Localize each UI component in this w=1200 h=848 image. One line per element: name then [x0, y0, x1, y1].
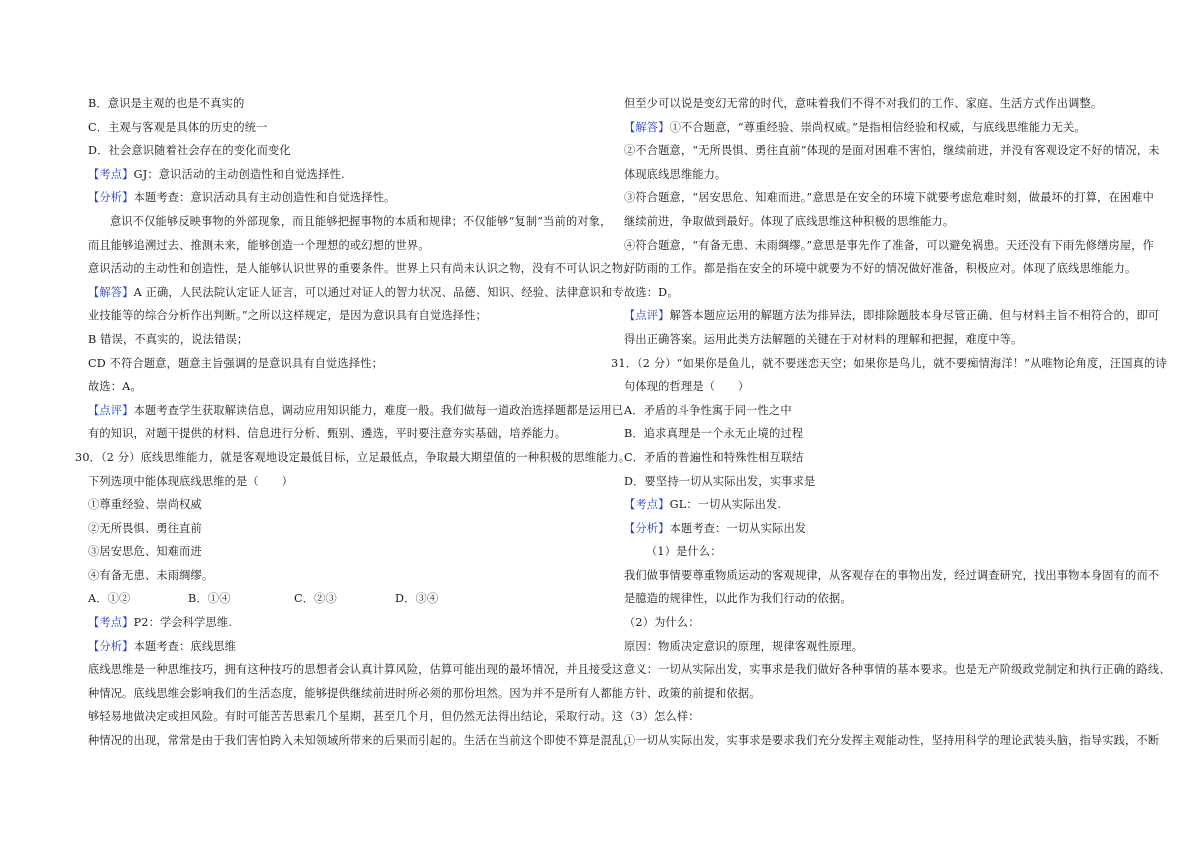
- text-line: [75, 658, 624, 682]
- line-text: 够轻易地做决定或担风险。有时可能苦苦思索几个星期，甚至几个月，但仍然无法得出结论，采取行动。这: [88, 710, 624, 724]
- text-line: [75, 163, 595, 187]
- text-line: [75, 257, 635, 281]
- answer-option: D．③④: [395, 592, 439, 606]
- text-line: [75, 682, 624, 706]
- line-text: 但至少可以说是变幻无常的时代，意味着我们不得不对我们的工作、家庭、生活方式作出调整。: [624, 97, 1103, 110]
- text-line: [75, 635, 595, 659]
- line-text: 种情况。底线思维会影响我们的生活态度，能够提供继续前进时所必须的那份坦然。因为并不是所有人都能: [88, 686, 624, 700]
- line-text: D．社会意识随着社会存在的变化而变化: [88, 144, 291, 158]
- line-text: ③符合题意，“居安思危、知难而进。”意思是在安全的环境下就要考虑危难时刻，做最坏的打算，在困难中: [624, 191, 1155, 205]
- line-text: C．主观与客观是具体的历史的统一: [88, 120, 268, 134]
- line-text: ③居安思危、知难而进: [88, 545, 202, 559]
- line-text: 而且能够追溯过去、推测未来，能够创造一个理想的或幻想的世界。: [88, 238, 430, 252]
- text-line: [75, 705, 624, 729]
- dianping-tag: 【点评】: [624, 309, 670, 323]
- line-text: 意识不仅能够反映事物的外部现象，而且能够把握事物的本质和规律；不仅能够“复制”当前的对象，: [110, 214, 612, 228]
- line-text: 意义：一切从实际出发，实事求是我们做好各种事情的基本要求。也是无产阶级政党制定和执行正确的路线、: [624, 663, 1171, 677]
- text-line: [75, 729, 635, 753]
- line-text: ④符合题意，“有备无患、未雨绸缪。”意思是事先作了准备，可以避免祸患。天还没有下雨先修缮房屋，作: [624, 238, 1155, 252]
- line-text: GL：一切从实际出发.: [669, 498, 782, 512]
- line-text: 意识活动的主动性和创造性，是人能够认识世界的重要条件。世界上只有尚未认识之物，没有不可认识之物。: [88, 262, 635, 276]
- text-line: [611, 186, 1155, 210]
- text-line: [611, 564, 1160, 588]
- line-text: P2：学会科学思维.: [133, 616, 233, 630]
- line-text: GJ：意识活动的主动创造性和自觉选择性.: [133, 167, 345, 181]
- text-line: [611, 352, 1167, 376]
- text-line: [75, 446, 631, 470]
- right-column: [611, 92, 1171, 753]
- line-text: （3）怎么样：: [624, 710, 700, 724]
- kaodian-tag: 【考点】: [624, 498, 670, 512]
- text-line: [75, 493, 595, 517]
- line-text: 31．（2 分）“如果你是鱼儿，就不要迷恋天空；如果你是鸟儿，就不要痴情海洋！”从唯物论角度，汪国真的诗: [611, 356, 1167, 370]
- text-line: [611, 257, 1137, 281]
- text-line: [75, 517, 595, 541]
- line-text: 句体现的哲理是（ ）: [624, 380, 750, 394]
- line-text: 体现底线思维能力。: [624, 167, 727, 181]
- text-line: [611, 375, 1133, 399]
- line-text: 本题考查：底线思维: [133, 639, 237, 653]
- line-text: ①不合题意，“尊重经验、崇尚权威。”是指相信经验和权威，与底线思维能力无关。: [669, 120, 1086, 134]
- text-line: [75, 210, 612, 234]
- line-text: 我们做事情要尊重物质运动的客观规律，从客观存在的事物出发，经过调查研究，找出事物本身固有的而不: [624, 568, 1160, 582]
- text-line: [611, 517, 1133, 541]
- line-text: 好防雨的工作。都是指在安全的环境中就要为不好的情况做好准备，积极应对。体现了底线思维能力。: [624, 262, 1137, 276]
- line-text: ②不合题意，“无所畏惧、勇往直前”体现的是面对困难不害怕，继续前进，并没有客观设定不好的情况，未: [624, 144, 1160, 158]
- line-text: （1）是什么：: [646, 545, 722, 559]
- text-line: [611, 635, 1133, 659]
- line-text: 继续前进，争取做到最好。体现了底线思维这种积极的思维能力。: [624, 214, 955, 228]
- text-line: [611, 92, 1133, 116]
- line-text: ④有备无患、未雨绸缪。: [88, 568, 214, 582]
- line-text: A．矛盾的斗争性寓于同一性之中: [624, 403, 792, 417]
- text-line: [75, 422, 595, 446]
- answer-option: C．②③: [294, 592, 337, 606]
- dianping-tag: 【点评】: [88, 403, 134, 417]
- line-text: 本题考查：意识活动具有主动创造性和自觉选择性。: [133, 191, 396, 205]
- text-line: [75, 234, 595, 258]
- line-text: 本题考查：一切从实际出发: [669, 521, 807, 535]
- text-line: [75, 328, 595, 352]
- line-text: 得出正确答案。运用此类方法解题的关键在于对材料的理解和把握，难度中等。: [624, 332, 1023, 346]
- text-line: [611, 234, 1155, 258]
- line-text: 故选：D。: [624, 285, 679, 299]
- answer-options: [75, 587, 595, 611]
- text-line: [75, 116, 595, 140]
- answer-option: B．①④: [188, 592, 231, 606]
- answer-option: A．①②: [88, 592, 131, 606]
- text-line: [611, 705, 1133, 729]
- text-line: [75, 564, 595, 588]
- text-line: [611, 470, 1133, 494]
- line-text: ①尊重经验、崇尚权威: [88, 498, 202, 512]
- text-line: [611, 210, 1133, 234]
- line-text: 有的知识，对题干提供的材料、信息进行分析、甄别、遴选，平时要注意夯实基础，培养能力。: [88, 427, 567, 441]
- kaodian-tag: 【考点】: [88, 167, 134, 181]
- text-line: [611, 682, 1133, 706]
- fenxi-tag: 【分析】: [88, 639, 134, 653]
- kaodian-tag: 【考点】: [88, 616, 134, 630]
- text-line: [75, 375, 595, 399]
- line-text: 下列选项中能体现底线思维的是（ ）: [88, 474, 293, 488]
- jieda-tag: 【解答】: [624, 120, 670, 134]
- text-line: [611, 328, 1133, 352]
- text-line: [611, 163, 1133, 187]
- line-text: 本题考查学生获取解读信息，调动应用知识能力，难度一般。我们做每一道政治选择题都是运用已: [133, 403, 624, 417]
- text-line: [611, 446, 1133, 470]
- text-line: [75, 139, 595, 163]
- line-text: 原因：物质决定意识的原理，规律客观性原理。: [624, 639, 864, 653]
- line-text: 30．（2 分）底线思维能力，就是客观地设定最低目标，立足最低点，争取最大期望值的一种积极的思维能力。: [75, 450, 631, 464]
- text-line: [75, 540, 595, 564]
- text-line: [75, 92, 595, 116]
- text-line: [611, 658, 1171, 682]
- line-text: 种情况的出现，常常是由于我们害怕跨入未知领域所带来的后果而引起的。生活在当前这个即使不算是混乱，: [88, 734, 635, 748]
- line-text: CD 不符合题意，题意主旨强调的是意识具有自觉选择性；: [88, 356, 383, 370]
- line-text: 底线思维是一种思维技巧，拥有这种技巧的思想者会认真计算风险，估算可能出现的最坏情况，并且接受这: [88, 663, 624, 677]
- left-column: [75, 92, 635, 753]
- line-text: B 错误，不真实的，说法错误；: [88, 332, 249, 346]
- text-line: [611, 422, 1133, 446]
- text-line: [75, 281, 624, 305]
- text-line: [611, 493, 1133, 517]
- text-line: [75, 611, 595, 635]
- text-line: [611, 281, 1133, 305]
- fenxi-tag: 【分析】: [88, 191, 134, 205]
- fenxi-tag: 【分析】: [624, 521, 670, 535]
- text-line: [611, 729, 1160, 753]
- line-text: ①一切从实际出发，实事求是要求我们充分发挥主观能动性，坚持用科学的理论武装头脑，指导实践，不断: [624, 734, 1160, 748]
- text-line: [611, 611, 1133, 635]
- line-text: 方针、政策的前提和依据。: [624, 686, 761, 700]
- text-line: [611, 399, 1133, 423]
- text-line: [611, 587, 1133, 611]
- text-line: [75, 470, 595, 494]
- line-text: 是臆造的规律性，以此作为我们行动的依据。: [624, 592, 852, 606]
- text-line: [611, 116, 1133, 140]
- line-text: A 正确，人民法院认定证人证言，可以通过对证人的智力状况、品德、知识、经验、法律意识和专: [133, 285, 624, 299]
- text-line: [611, 304, 1160, 328]
- line-text: C．矛盾的普遍性和特殊性相互联结: [624, 450, 804, 464]
- text-line: [75, 399, 624, 423]
- line-text: B．意识是主观的也是不真实的: [88, 97, 245, 110]
- line-text: ②无所畏惧、勇往直前: [88, 521, 202, 535]
- jieda-tag: 【解答】: [88, 285, 134, 299]
- text-line: [75, 352, 595, 376]
- line-text: 业技能等的综合分析作出判断。”之所以这样规定，是因为意识具有自觉选择性；: [88, 309, 487, 323]
- text-line: [75, 186, 595, 210]
- line-text: （2）为什么：: [624, 616, 700, 630]
- line-text: B．追求真理是一个永无止境的过程: [624, 427, 804, 441]
- line-text: 故选：A。: [88, 380, 142, 394]
- text-line: [611, 139, 1160, 163]
- line-text: D．要坚持一切从实际出发，实事求是: [624, 474, 816, 488]
- line-text: 解答本题应运用的解题方法为排异法，即排除题肢本身尽管正确、但与材料主旨不相符合的，即可: [669, 309, 1160, 323]
- text-line: [611, 540, 1133, 564]
- text-line: [75, 304, 595, 328]
